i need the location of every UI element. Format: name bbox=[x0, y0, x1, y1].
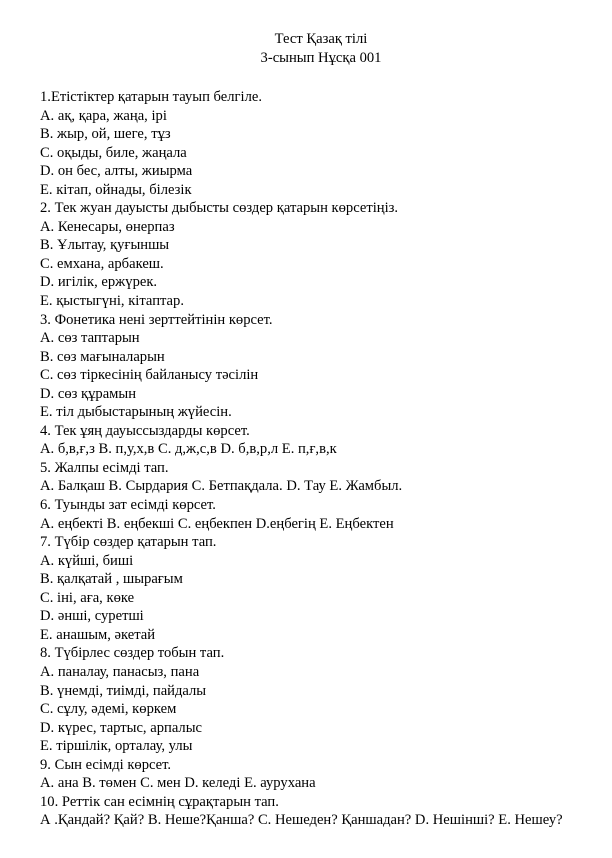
answer-option: С. сұлу, әдемі, көркем bbox=[40, 701, 177, 718]
answer-option: В. жыр, ой, шеге, тұз bbox=[40, 126, 171, 143]
test-title: Тест Қазақ тілі bbox=[274, 31, 368, 47]
answer-options-inline: А. еңбекті В. еңбекші С. еңбекпен D.еңбегің Е. Еңбектен bbox=[40, 515, 394, 532]
question-5: 5. Жалпы есімді тап. bbox=[40, 459, 169, 476]
question-3: 3. Фонетика нені зерттейтінін көрсет. bbox=[40, 311, 273, 328]
question-7: 7. Түбір сөздер қатарын тап. bbox=[40, 534, 217, 551]
answer-option: D. күрес, тартыс, арпалыс bbox=[40, 719, 202, 736]
question-10: 10. Реттік сан есімнің сұрақтарын тап. bbox=[40, 793, 279, 810]
answer-option: А. ақ, қара, жаңа, ірі bbox=[40, 107, 167, 124]
answer-option: В. үнемді, тиімді, пайдалы bbox=[40, 682, 207, 699]
answer-option: С. іні, аға, көке bbox=[40, 589, 135, 606]
question-6: 6. Туынды зат есімді көрсет. bbox=[40, 497, 216, 514]
answer-option: А. Кенесары, өнерпаз bbox=[40, 218, 175, 235]
answer-option: Е. тіл дыбыстарының жүйесін. bbox=[40, 404, 232, 421]
answer-options-inline: А .Қандай? Қай? В. Неше?Қанша? С. Нешеден? Қаншадан? D. Нешінші? Е. Нешеу? bbox=[40, 812, 563, 829]
test-subtitle: 3-сынып Нұсқа 001 bbox=[260, 49, 382, 66]
question-9: 9. Сын есімді көрсет. bbox=[40, 756, 172, 773]
question-8: 8. Түбірлес сөздер тобын тап. bbox=[40, 645, 225, 662]
answer-option: С. сөз тіркесінің байланысу тәсілін bbox=[40, 367, 259, 384]
answer-option: А. сөз таптарын bbox=[40, 330, 140, 347]
answer-option: Е. анашым, әкетай bbox=[40, 626, 156, 643]
answer-option: D. сөз құрамын bbox=[40, 385, 137, 402]
question-1: 1.Етістіктер қатарын тауып белгіле. bbox=[40, 89, 262, 105]
answer-option: Е. кітап, ойнады, білезік bbox=[40, 181, 192, 198]
answer-option: С. емхана, арбакеш. bbox=[40, 255, 164, 272]
answer-option: В. сөз мағыналарын bbox=[40, 348, 165, 365]
answer-option: А. паналау, панасыз, пана bbox=[40, 663, 200, 680]
answer-option: А. күйші, биші bbox=[40, 552, 134, 569]
answer-options-inline: А. ана В. төмен С. мен D. келеді Е. аурухана bbox=[40, 775, 316, 792]
test-header bbox=[0, 30, 612, 67]
question-2: 2. Тек жуан дауысты дыбысты сөздер қатарын көрсетіңіз. bbox=[40, 200, 399, 217]
answer-option: D. игілік, ержүрек. bbox=[40, 274, 158, 291]
answer-option: Е. қыстыгүні, кітаптар. bbox=[40, 293, 184, 310]
answer-option: D. әнші, суретші bbox=[40, 608, 144, 625]
answer-option: В. Ұлытау, қуғыншы bbox=[40, 237, 170, 254]
question-4: 4. Тек ұяң дауыссыздарды көрсет. bbox=[40, 422, 250, 439]
answer-option: Е. тіршілік, орталау, улы bbox=[40, 738, 193, 755]
answer-option: В. қалқатай , шырағым bbox=[40, 571, 183, 588]
answer-option: С. оқыды, биле, жаңала bbox=[40, 144, 187, 161]
answer-option: D. он бес, алты, жиырма bbox=[40, 163, 193, 180]
answer-options-inline: А. б,в,ғ,з В. п,у,х,в С. д,ж,с,в D. б,в,р,л Е. п,ғ,в,к bbox=[40, 441, 337, 458]
test-questions bbox=[40, 88, 600, 830]
answer-options-inline: А. Балқаш В. Сырдария С. Бетпақдала. D. Тау Е. Жамбыл. bbox=[40, 478, 403, 495]
